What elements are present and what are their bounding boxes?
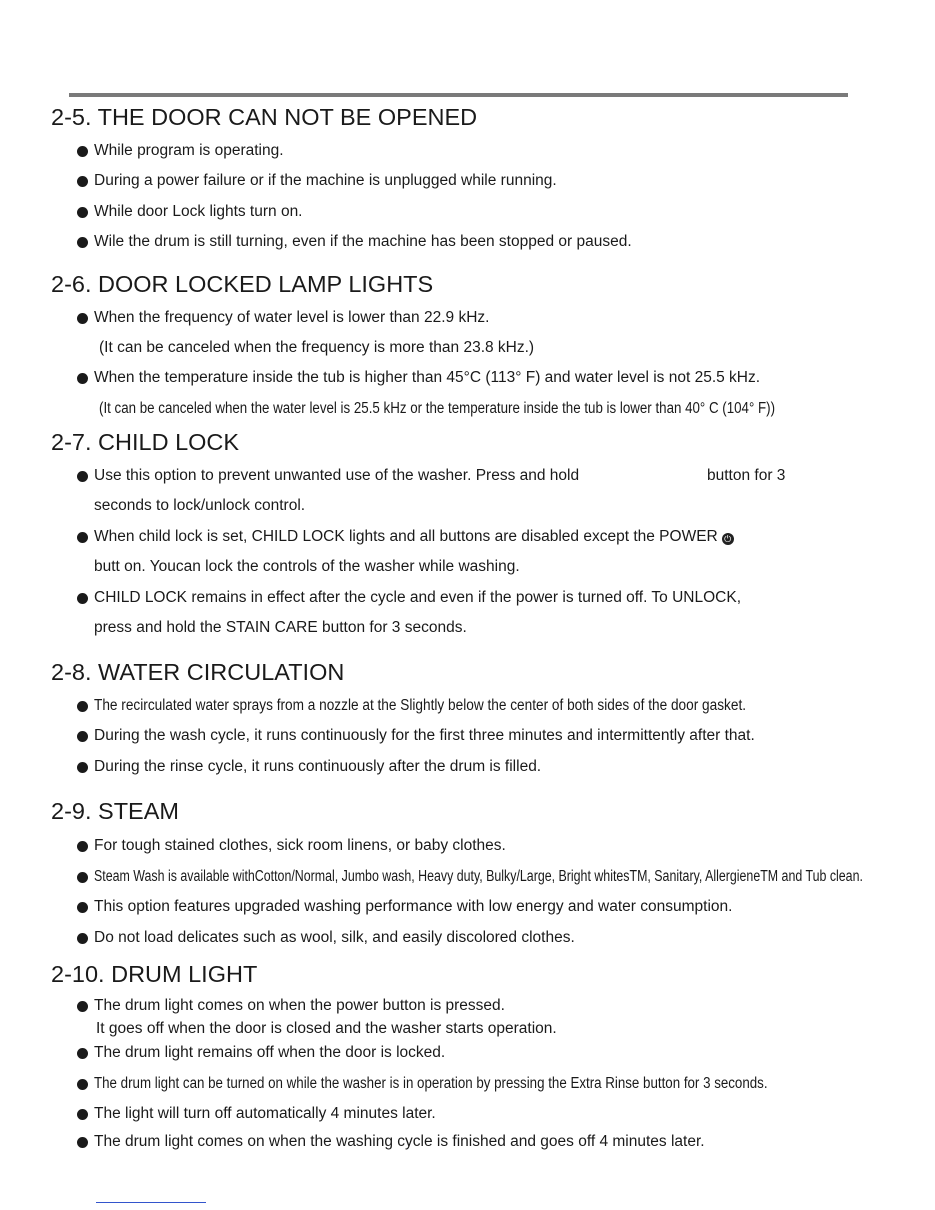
bullet-dot-icon <box>77 146 88 157</box>
text-line: This option features upgraded washing performance with low energy and water consumption. <box>94 898 733 915</box>
heading-door-can-not-be-opened: 2-5. THE DOOR CAN NOT BE OPENED <box>51 104 478 130</box>
bullet-dot-icon <box>77 373 88 384</box>
bottom-link-rule <box>96 1202 206 1203</box>
top-divider <box>69 93 848 97</box>
text-line: For tough stained clothes, sick room linens, or baby clothes. <box>94 837 506 854</box>
text-line: (It can be canceled when the water level is 25.5 kHz or the temperature inside the tub is lower than 40° C (104° F)) <box>99 400 776 417</box>
text-line: Wile the drum is still turning, even if the machine has been stopped or paused. <box>94 233 632 250</box>
text-line: butt on. Youcan lock the controls of the washer while washing. <box>94 558 520 575</box>
text-line: press and hold the STAIN CARE button for 3 seconds. <box>94 619 467 636</box>
text-line: While door Lock lights turn on. <box>94 203 303 220</box>
text-line: When the temperature inside the tub is higher than 45°C (113° F) and water level is not 25.5 kHz. <box>94 369 761 386</box>
heading-steam: 2-9. STEAM <box>51 798 179 824</box>
power-icon: ⏻ <box>722 533 734 545</box>
bullet-dot-icon <box>77 701 88 712</box>
bullet-dot-icon <box>77 471 88 482</box>
text-line: When child lock is set, CHILD LOCK lights and all buttons are disabled except the POWER <box>94 528 718 545</box>
text-line: The drum light remains off when the door is locked. <box>94 1044 446 1061</box>
text-line: The drum light can be turned on while the washer is in operation by pressing the Extra Rinse button for 3 seconds. <box>94 1075 768 1092</box>
bullet-dot-icon <box>77 1109 88 1120</box>
text-line: The light will turn off automatically 4 minutes later. <box>94 1105 436 1122</box>
text-line: button for 3 <box>707 467 786 484</box>
text-line: Do not load delicates such as wool, silk, and easily discolored clothes. <box>94 929 575 946</box>
bullet-dot-icon <box>77 731 88 742</box>
text-line: During the wash cycle, it runs continuously for the first three minutes and intermittently after that. <box>94 727 755 744</box>
text-line: During a power failure or if the machine is unplugged while running. <box>94 172 557 189</box>
bullet-dot-icon <box>77 933 88 944</box>
text-line: Steam Wash is available withCotton/Normal, Jumbo wash, Heavy duty, Bulky/Large, Bright whitesTM, Sanitary, AllergieneTM and Tub clean. <box>94 868 863 885</box>
text-line: While program is operating. <box>94 142 284 159</box>
bullet-dot-icon <box>77 762 88 773</box>
bullet-dot-icon <box>77 593 88 604</box>
bullet-dot-icon <box>77 1001 88 1012</box>
text-line-with-power-icon <box>94 527 734 547</box>
text-line: The drum light comes on when the power button is pressed. <box>94 997 505 1014</box>
text-line: It goes off when the door is closed and the washer starts operation. <box>96 1020 557 1037</box>
bullet-dot-icon <box>77 1048 88 1059</box>
bullet-dot-icon <box>77 1079 88 1090</box>
heading-drum-light: 2-10. DRUM LIGHT <box>51 961 258 987</box>
bullet-dot-icon <box>77 841 88 852</box>
bullet-dot-icon <box>77 902 88 913</box>
text-line: seconds to lock/unlock control. <box>94 497 306 514</box>
text-line: During the rinse cycle, it runs continuously after the drum is filled. <box>94 758 542 775</box>
text-line: Use this option to prevent unwanted use of the washer. Press and hold <box>94 467 580 484</box>
heading-door-locked-lamp-lights: 2-6. DOOR LOCKED LAMP LIGHTS <box>51 271 434 297</box>
bullet-dot-icon <box>77 872 88 883</box>
bullet-dot-icon <box>77 237 88 248</box>
heading-water-circulation: 2-8. WATER CIRCULATION <box>51 659 345 685</box>
bullet-dot-icon <box>77 176 88 187</box>
text-line: (It can be canceled when the frequency is more than 23.8 kHz.) <box>99 339 535 356</box>
text-line: The drum light comes on when the washing cycle is finished and goes off 4 minutes later. <box>94 1133 705 1150</box>
bullet-dot-icon <box>77 313 88 324</box>
bullet-dot-icon <box>77 1137 88 1148</box>
text-line: CHILD LOCK remains in effect after the cycle and even if the power is turned off. To UNLOCK, <box>94 589 742 606</box>
bullet-dot-icon <box>77 532 88 543</box>
heading-child-lock: 2-7. CHILD LOCK <box>51 429 240 455</box>
text-line: When the frequency of water level is lower than 22.9 kHz. <box>94 309 490 326</box>
bullet-dot-icon <box>77 207 88 218</box>
text-line: The recirculated water sprays from a nozzle at the Slightly below the center of both sides of the door gasket. <box>94 697 747 714</box>
